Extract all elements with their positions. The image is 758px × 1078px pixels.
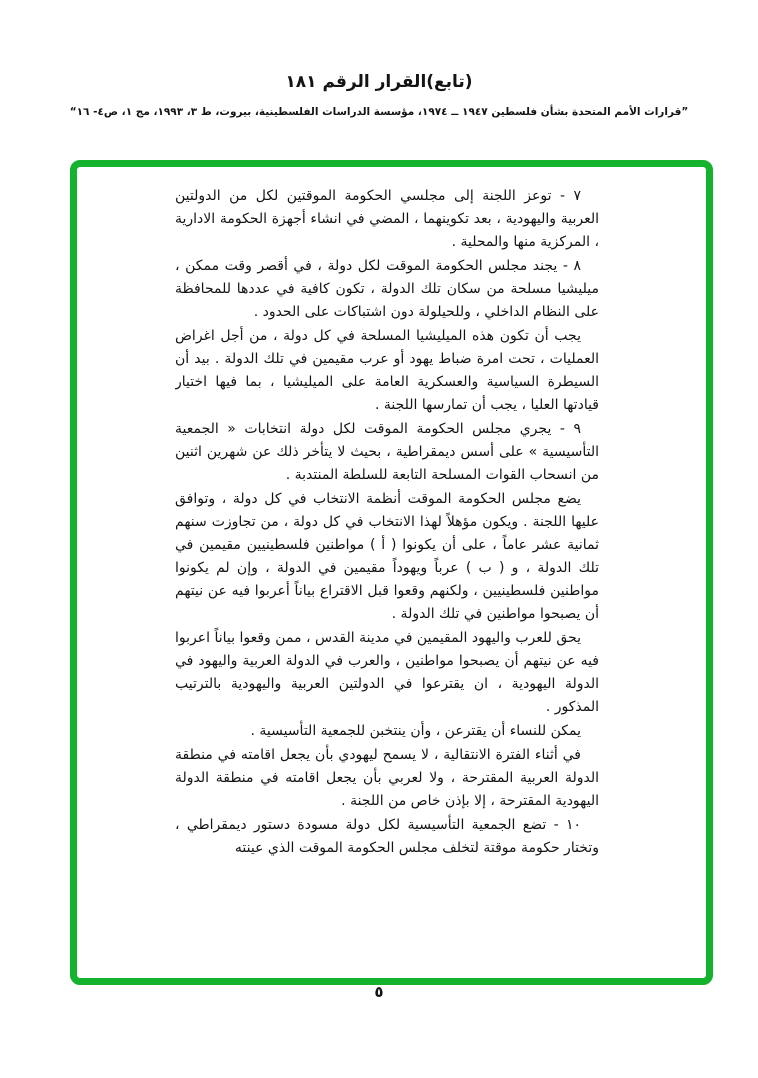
paragraph-jerusalem-vote: يحق للعرب واليهود المقيمين في مدينة القدس ، ممن وقعوا بياناً اعربوا فيه عن نيتهم أن يصبحوا مواطنين ، والعرب في الدولة العربية واليهود في الدولة اليهودية ، ان يقترعوا في الدولتين العربية واليهودية بالترتيب المذكور . (175, 630, 599, 715)
paragraph-clause-9: ٩ - يجري مجلس الحكومة الموقت لكل دولة انتخابات « الجمعية التأسيسية » على أسس ديمقراطية ، بحيث لا يتأخر ذلك عن شهرين اثنين من انسحاب القوات المسلحة التابعة للسلطة المنتدبة . (175, 421, 599, 483)
green-border-frame (70, 160, 713, 985)
page-number: ٥ (374, 983, 384, 1001)
source-citation: ”قرارات الأمم المتحدة بشأن فلسطين ١٩٤٧ ــ ١٩٧٤، مؤسسة الدراسات الفلسطينية، بيروت، ط ٣، ١٩٩٣، مج ١، ص٤- ١٦“ (69, 106, 689, 118)
paragraph-clause-8: ٨ - يجند مجلس الحكومة الموقت لكل دولة ، في أقصر وقت ممكن ، ميليشيا مسلحة من سكان تلك الدولة ، تكون كافية في عددها للمحافظة على النظام الداخلي ، وللحيلولة دون اشتباكات على الحدود . (175, 258, 599, 320)
paragraph-election-rules: يضع مجلس الحكومة الموقت أنظمة الانتخاب في كل دولة ، وتوافق عليها اللجنة . ويكون مؤهلاً لهذا الانتخاب في كل دولة ، من تجاوزت سنهم ثمانية عشر عاماً ، على أن يكونوا ( أ ) مواطنين فلسطينيين مقيمين في تلك الدولة ، و ( ب ) عرباً ويهوداً مقيمين في الدولة ، وإن لم يكونوا مواطنين فلسطينيين ، ولكنهم وقعوا قبل الاقتراع بياناً أعربوا فيه عن نيتهم أن يصبحوا مواطنين في تلك الدولة . (175, 491, 599, 622)
paragraph-clause-10: ١٠ - تضع الجمعية التأسيسية لكل دولة مسودة دستور ديمقراطي ، وتختار حكومة موقتة لتخلف مجلس الحكومة الموقت الذي عينته (175, 817, 599, 856)
paragraph-militia: يجب أن تكون هذه الميليشيا المسلحة في كل دولة ، من أجل اغراض العمليات ، تحت امرة ضباط يهود أو عرب مقيمين في تلك الدولة . بيد أن السيطرة السياسية والعسكرية العامة على الميليشيا ، بما فيها اختيار قيادتها العليا ، يجب أن تمارسها اللجنة . (175, 328, 599, 413)
paragraph-clause-7: ٧ - توعز اللجنة إلى مجلسي الحكومة الموقتين لكل من الدولتين العربية واليهودية ، بعد تكوينهما ، المضي في انشاء أجهزة الحكومة الادارية ، المركزية منها والمحلية . (175, 188, 599, 250)
page-title: (تابع)القرار الرقم ١٨١ (285, 72, 473, 92)
paragraph-women-vote: يمكن للنساء أن يقترعن ، وأن ينتخبن للجمعية التأسيسية . (250, 723, 581, 739)
body-text (175, 185, 599, 861)
paragraph-residence-rule: في أثناء الفترة الانتقالية ، لا يسمح ليهودي بأن يجعل اقامته في منطقة الدولة العربية المقترحة ، ولا لعربي بأن يجعل اقامته في منطقة الدولة اليهودية المقترحة ، إلا بإذن خاص من اللجنة . (175, 747, 599, 809)
